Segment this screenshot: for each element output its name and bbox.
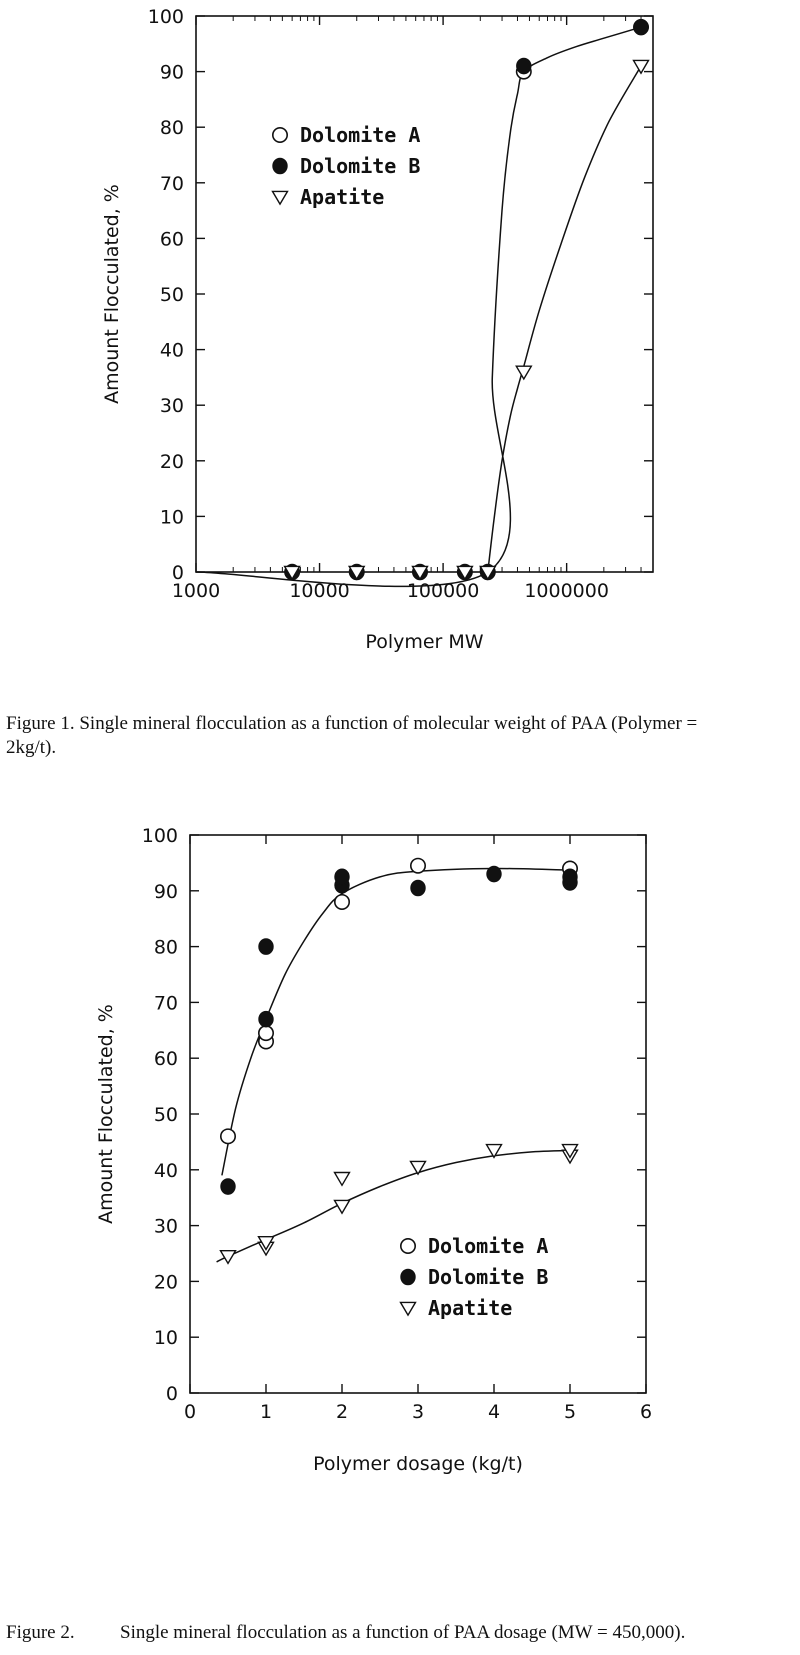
x-tick-label: 100000: [406, 580, 480, 602]
y-tick-label: 0: [165, 1383, 178, 1405]
y-tick-label: 50: [153, 1104, 178, 1126]
data-point: [221, 1251, 236, 1264]
y-tick-label: 20: [153, 1271, 178, 1294]
legend-label: Dolomite A: [300, 123, 421, 147]
x-tick-label: 1000000: [524, 580, 609, 602]
legend-marker: [273, 191, 288, 204]
fit-curve-1: [196, 27, 641, 586]
legend-label: Dolomite A: [428, 1234, 549, 1258]
legend: [401, 1234, 549, 1320]
data-point: [411, 858, 425, 872]
data-point: [411, 1161, 426, 1174]
legend-label: Dolomite B: [428, 1265, 549, 1289]
data-point: [517, 58, 531, 74]
y-tick-label: 40: [159, 339, 184, 362]
figure2-caption: [6, 1621, 796, 1645]
series-dolomite-a: [285, 20, 648, 579]
data-point: [335, 895, 349, 909]
chart-1: [101, 6, 653, 653]
series-dolomite-b: [285, 19, 648, 579]
data-point: [516, 366, 531, 379]
data-point: [335, 1200, 350, 1213]
y-tick-label: 40: [153, 1159, 178, 1182]
y-tick-label: 20: [159, 450, 184, 473]
y-tick-label: 10: [153, 1327, 178, 1350]
data-point: [487, 866, 501, 882]
figure1-caption: [6, 712, 786, 760]
data-point: [259, 1011, 273, 1027]
fit-curve-2: [488, 66, 641, 572]
x-axis-title: Polymer MW: [365, 631, 484, 653]
x-tick-label: 1: [259, 1401, 273, 1423]
legend-marker: [273, 158, 287, 174]
y-axis-title: Amount Flocculated, %: [95, 1004, 117, 1224]
y-tick-label: 50: [159, 284, 184, 306]
y-tick-label: 70: [153, 992, 178, 1015]
y-tick-label: 60: [159, 228, 184, 251]
x-tick-label: 4: [487, 1401, 501, 1423]
x-tick-label: 6: [639, 1401, 653, 1423]
data-point: [563, 869, 577, 885]
figure2-label: Figure 2.: [6, 1622, 75, 1643]
y-tick-label: 30: [153, 1215, 178, 1238]
legend-marker: [401, 1269, 415, 1285]
x-axis-title: Polymer dosage (kg/t): [313, 1453, 523, 1475]
y-tick-label: 80: [159, 117, 184, 140]
legend: [273, 123, 421, 209]
x-tick-label: 5: [563, 1401, 577, 1423]
x-tick-label: 1000: [171, 580, 221, 602]
data-point: [335, 1173, 350, 1186]
plot-frame: [196, 16, 653, 572]
y-axis-title: Amount Flocculated, %: [101, 184, 123, 404]
series-dolomite-a: [221, 858, 577, 1143]
legend-label: Apatite: [428, 1296, 513, 1320]
legend-label: Dolomite B: [300, 154, 421, 178]
y-tick-label: 90: [153, 880, 178, 903]
x-tick-label: 3: [411, 1401, 425, 1423]
y-tick-label: 70: [159, 172, 184, 195]
chart-2: [95, 825, 652, 1475]
legend-label: Apatite: [300, 185, 385, 209]
y-tick-label: 10: [159, 506, 184, 529]
legend-marker: [273, 128, 287, 142]
data-point: [634, 19, 648, 35]
fit-curve-1: [222, 868, 570, 1175]
data-point: [259, 1026, 273, 1040]
x-tick-label: 10000: [289, 580, 350, 602]
y-tick-label: 80: [153, 936, 178, 959]
y-tick-label: 100: [147, 6, 184, 28]
data-point: [411, 880, 425, 896]
figure1-caption-line2: 2kg/t).: [6, 737, 57, 758]
y-tick-label: 100: [141, 825, 178, 847]
x-tick-label: 0: [183, 1401, 197, 1423]
data-point: [221, 1129, 235, 1143]
y-tick-label: 90: [159, 61, 184, 84]
y-tick-label: 0: [171, 562, 184, 584]
data-point: [335, 869, 349, 885]
data-point: [259, 939, 273, 955]
x-tick-label: 2: [335, 1401, 349, 1423]
legend-marker: [401, 1302, 416, 1315]
data-point: [221, 1179, 235, 1195]
series-dolomite-b: [221, 866, 577, 1194]
y-tick-label: 30: [159, 395, 184, 418]
figure1-caption-line1: Single mineral flocculation as a function of molecular weight of PAA (Polymer =: [79, 713, 698, 734]
figure1-label: Figure 1.: [6, 713, 75, 734]
y-tick-label: 60: [153, 1048, 178, 1071]
legend-marker: [401, 1239, 415, 1253]
plot-frame: [190, 835, 646, 1393]
figure2-caption-text: Single mineral flocculation as a function of PAA dosage (MW = 450,000).: [120, 1622, 686, 1643]
